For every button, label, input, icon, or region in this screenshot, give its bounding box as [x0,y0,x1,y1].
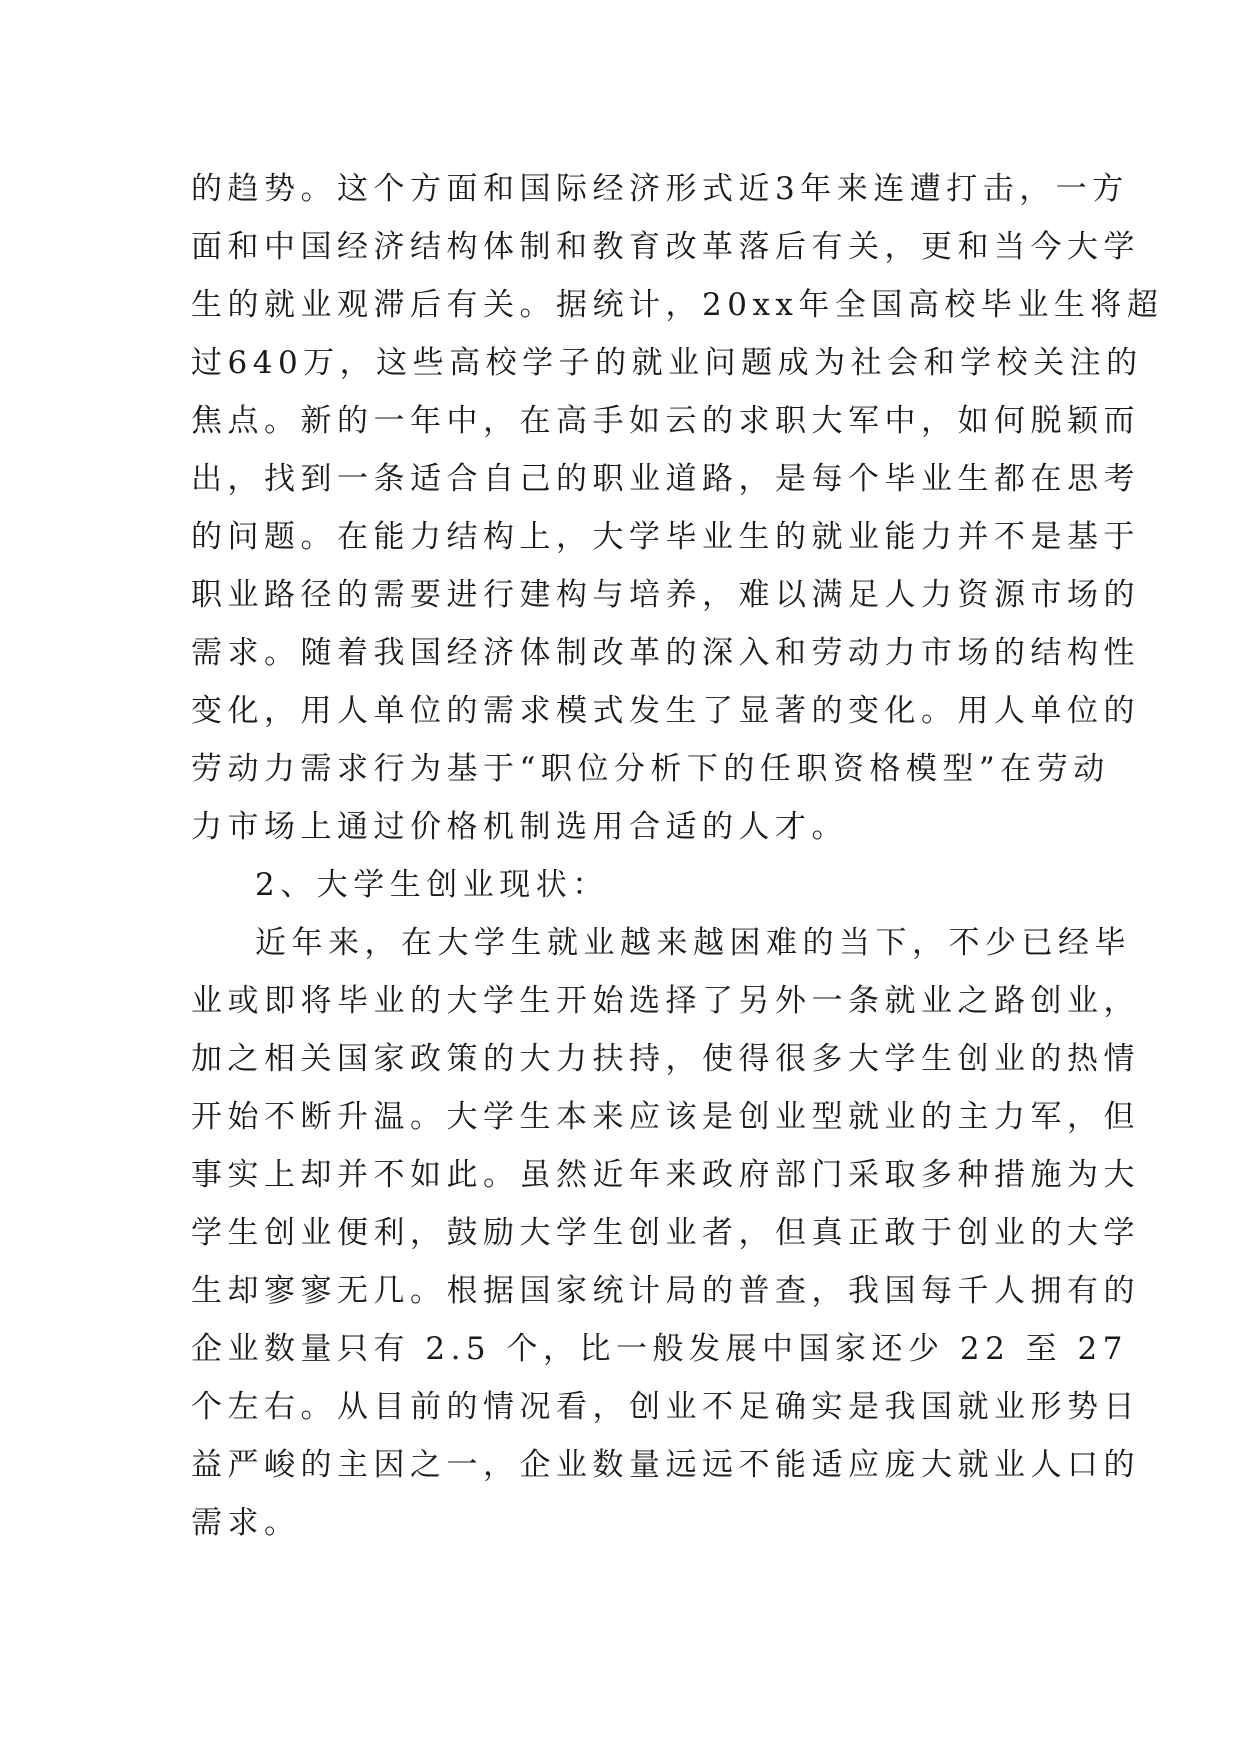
text-line: 企业数量只有 2.5 个，比一般发展中国家还少 22 至 27 [191,1331,1128,1367]
text-line: 业或即将毕业的大学生开始选择了另外一条就业之路创业， [191,983,1140,1019]
text-line: 过640万，这些高校学子的就业问题成为社会和学校关注的 [191,345,1143,381]
text-line: 开始不断升温。大学生本来应该是创业型就业的主力军，但 [191,1099,1140,1135]
text-line: 需求。随着我国经济体制改革的深入和劳动力市场的结构性 [191,635,1140,671]
text-line: 职业路径的需要进行建构与培养，难以满足人力资源市场的 [191,577,1140,613]
text-line: 生的就业观滞后有关。据统计，20xx年全国高校毕业生将超 [191,287,1164,323]
text-line: 的趋势。这个方面和国际经济形式近3年来连遭打击，一方 [191,171,1129,207]
text-line: 出，找到一条适合自己的职业道路，是每个毕业生都在思考 [191,461,1140,497]
text-line: 事实上却并不如此。虽然近年来政府部门采取多种措施为大 [191,1157,1140,1193]
text-line: 劳动力需求行为基于“职位分析下的任职资格模型”在劳动 [191,751,1110,787]
text-line: 变化，用人单位的需求模式发生了显著的变化。用人单位的 [191,693,1140,729]
text-line: 需求。 [191,1505,301,1541]
text-line: 的问题。在能力结构上，大学毕业生的就业能力并不是基于 [191,519,1140,555]
text-line: 个左右。从目前的情况看，创业不足确实是我国就业形势日 [191,1389,1140,1425]
text-line: 面和中国经济结构体制和教育改革落后有关，更和当今大学 [191,229,1140,265]
text-line: 焦点。新的一年中，在高手如云的求职大军中，如何脱颖而 [191,403,1140,439]
text-line: 益严峻的主因之一，企业数量远远不能适应庞大就业人口的 [191,1447,1140,1483]
text-line: 力市场上通过价格机制选用合适的人才。 [191,809,848,845]
text-line: 学生创业便利，鼓励大学生创业者，但真正敢于创业的大学 [191,1215,1140,1251]
section-heading: 2、大学生创业现状： [255,867,609,903]
text-line: 近年来，在大学生就业越来越困难的当下，不少已经毕 [255,925,1131,961]
text-line: 加之相关国家政策的大力扶持，使得很多大学生创业的热情 [191,1041,1140,1077]
body-text [191,160,1164,1552]
text-line: 生却寥寥无几。根据国家统计局的普查，我国每千人拥有的 [191,1273,1140,1309]
